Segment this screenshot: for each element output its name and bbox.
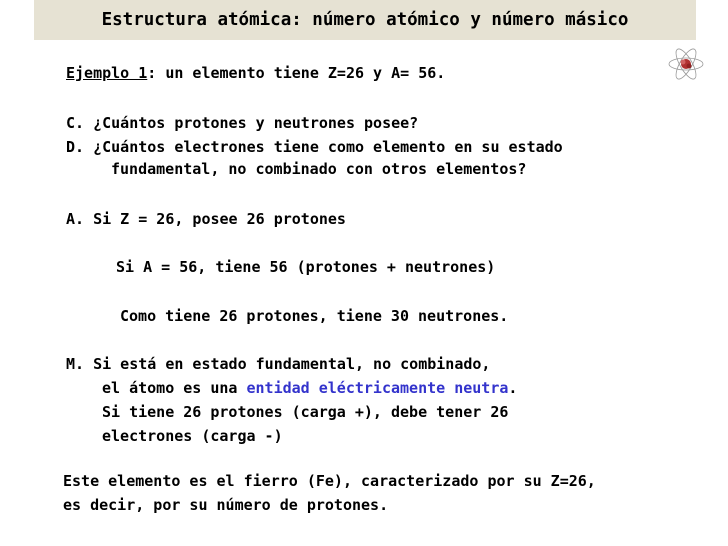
conclusion-line1: Este elemento es el fierro (Fe), caracterizado por su Z=26, bbox=[63, 472, 596, 490]
question-c: C. ¿Cuántos protones y neutrones posee? bbox=[66, 114, 419, 132]
atom-icon bbox=[664, 44, 708, 84]
answer-m-line2-period: . bbox=[508, 379, 518, 397]
answer-m-line2-text: el átomo es una bbox=[102, 379, 247, 397]
answer-m-line4: electrones (carga -) bbox=[102, 427, 283, 445]
example-text: : un elemento tiene Z=26 y A= 56. bbox=[147, 64, 446, 82]
answer-m-line3: Si tiene 26 protones (carga +), debe tener 26 bbox=[102, 403, 509, 421]
slide-title: Estructura atómica: número atómico y número másico bbox=[101, 10, 629, 30]
neutral-entity-highlight: entidad eléctricamente neutra bbox=[246, 379, 509, 397]
question-d-line1: D. ¿Cuántos electrones tiene como elemento en su estado bbox=[66, 138, 563, 156]
example-label: Ejemplo 1 bbox=[66, 64, 148, 82]
answer-a-mass: Si A = 56, tiene 56 (protones + neutrones) bbox=[116, 258, 496, 276]
answer-a-neutrons: Como tiene 26 protones, tiene 30 neutrones. bbox=[120, 307, 509, 325]
conclusion-line2: es decir, por su número de protones. bbox=[63, 496, 389, 514]
answer-a: A. Si Z = 26, posee 26 protones bbox=[66, 210, 346, 228]
question-d-line2: fundamental, no combinado con otros elementos? bbox=[111, 160, 527, 178]
answer-m-line1: M. Si está en estado fundamental, no combinado, bbox=[66, 355, 491, 373]
answer-m-line2 bbox=[102, 379, 517, 397]
title-bar bbox=[34, 0, 696, 40]
example-line bbox=[66, 64, 445, 82]
